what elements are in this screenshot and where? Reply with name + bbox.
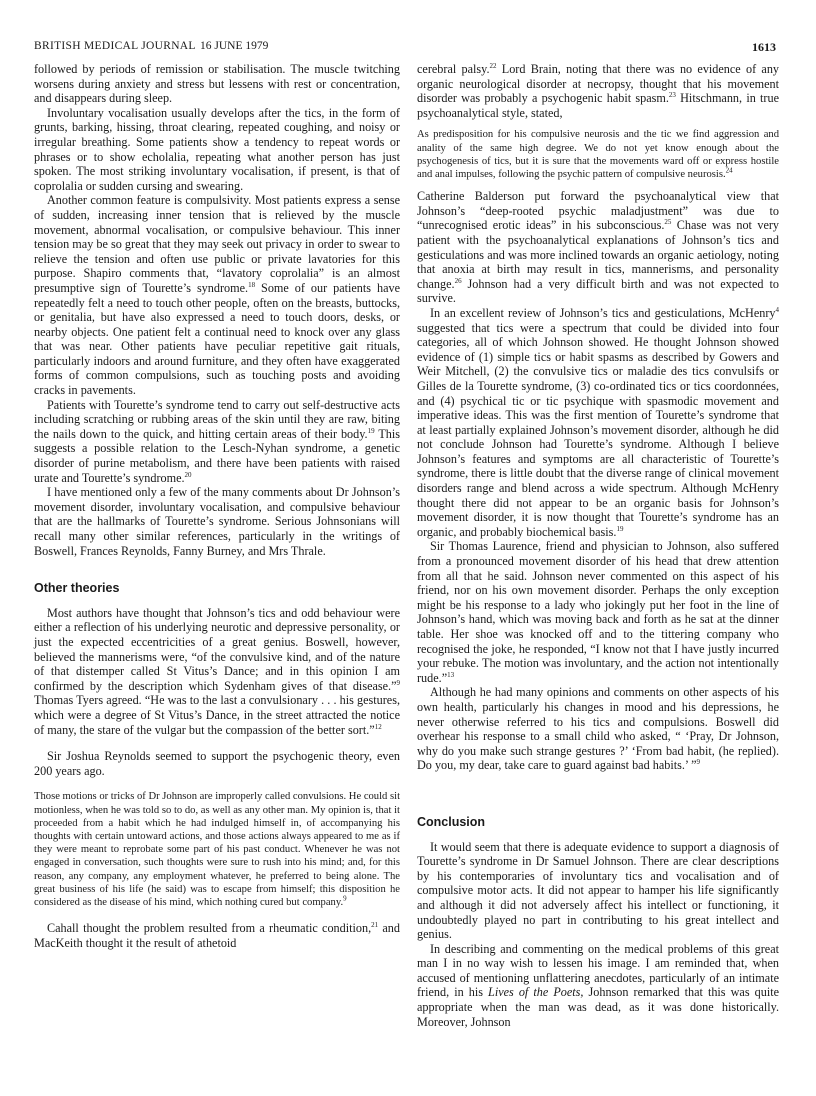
paragraph: I have mentioned only a few of the many comments about Dr Johnson’s movement disorder, involuntary vocalisation, and compulsive behaviour that are the hallmarks of Tourette’s syndrome. Serious Johnsonians will recall many other similar references, particularly in the writings of Boswell, Frances Reynolds, Fanny Burney, and Mrs Thrale. [34,485,400,558]
block-quote-reynolds: Those motions or tricks of Dr Johnson are improperly called convulsions. He could sit motionless, when he was told so to do, as well as any other man. My opinion is, that it proceeded from a habit which he had indulged himself in, of accompanying his thoughts with certain untoward actions, and those actions always appeared to me as if they were meant to reprobate some part of his past conduct. Whenever he was not engaged in conversation, such thoughts were sure to rush into his mind; and, for this reason, any company, any employment whatever, he preferred to being alone. The great business of his life (he said) was to escape from himself; this disposition he considered as the disease of his mind, which nothing cured but company.$^9$ [34,791,401,908]
paragraph: followed by periods of remission or stabilisation. The muscle twitching worsens during anxiety and stress but lessens with rest or concentration, and disappears during sleep. [34,62,400,106]
reference-marker: 9 [343,894,347,903]
paragraph: Involuntary vocalisation usually develops after the tics, in the form of grunts, barking, hissing, throat clearing, repeated coughing, and noisy or irregular breathing. Some patients show a tendency to repeat words or phrases or to show echolalia, repeating what another person has just spoken. The most striking involuntary vocalisation, if present, is that of coprolalia or sudden cursing and swearing. [34,105,400,193]
reference-marker: 26 [454,276,462,285]
reference-marker: 25 [664,218,672,227]
reference-marker: 4 [775,305,779,314]
reference-marker: 13 [447,670,455,679]
reference-marker: 9 [696,758,700,767]
section-heading-conclusion: Conclusion [417,814,486,829]
paragraph: cerebral palsy.$^{22}$ Lord Brain, noting that there was no evidence of any organic neurological disorder at necropsy, thought that his movement disorder was probably a psychogenic habit spasm.$^{23}$ Hitschmann, in true psychoanalytical style, stated, [417,61,780,120]
paragraph: Sir Joshua Reynolds seemed to support the psychogenic theory, even 200 years ago. [34,749,400,778]
paragraph: In an excellent review of Johnson’s tics and gesticulations, McHenry$^4$ suggested that tics were a spectrum that could be divided into four categories, all of which Johnson showed. He thought Johnson showed evidence of (1) simple tics or habit spasms as described by Gowers and Weir Mitchell, (2) the convulsive tics or maladie des tics convulsifs or Gilles de la Tourette syndrome, (3) co-ordinated tics or tics coordonnées, and (4) psychical tic or tic psychique with spasmodic movement and imperative ideas. This was the first mention of Tourette’s syndrome that at least partially explained Johnson’s movement disorder, although he did not conclude Johnson had Tourette’s syndrome. Although I believe Johnson’s features and symptoms are all characteristic of Tourette’s syndrome, there is little doubt that the diverse range of clinical movement disorders range and blend across a wide spectrum. Although McHenry thought there did not appear to be an organic basis for Johnson’s movement disorder, it is now thought that Tourette’s syndrome has an organic, and probably biochemical basis.$^{19}$ [417,305,779,539]
block-quote-hitschmann: As predisposition for his compulsive neurosis and the tic we find aggression and anality of the same high degree. We do not yet know enough about the psychogenesis of tics, but it is sure that the movements ward off or express hostile and anal impulses, following the psychic pattern of compulsive neurosis.$^{24}$ [417,129,779,180]
book-title: Lives of the Poets, [488,985,584,1000]
right-column [417,62,779,1029]
journal-name: BRITISH MEDICAL JOURNAL [34,40,196,52]
page-header [34,40,776,58]
reference-marker: 22 [489,61,497,70]
reference-marker: 12 [374,722,382,731]
reference-marker: 18 [248,280,256,289]
paragraph: It would seem that there is adequate evidence to support a diagnosis of Tourette’s syndrome in Dr Samuel Johnson. There are clear descriptions by his contemporaries of involuntary tics and vocalisation and of compulsive motor acts. It did not appear to hamper his life significantly and although it did not adversely affect his intellect or functioning, it undoubtedly played no part in contributing to his great intellect and genius. [417,839,779,942]
reference-marker: 9 [396,678,400,687]
reference-marker: 19 [367,426,375,435]
issue-date: 16 JUNE 1979 [200,40,269,52]
paragraph: Another common feature is compulsivity. Most patients express a sense of sudden, increasing inner tension that is relieved by the muscle movement, abnormal vocalisation, or compulsive behaviour. This inner tension may be so great that they may seek out privacy in order to swear to relieve the tension and often use public or private lavatories for this purpose. Shapiro comments that, “lavatory coprolalia” is an almost presumptive sign of Tourette’s syndrome.$^{18}$ Some of our patients have repeatedly felt a need to touch other people, often on the breasts, buttocks, or genitalia, but have also expressed a need to touch doors, desks, or nearby objects. One patient felt a continual need to knock over any glass that was near. Other patients have peculiar repetitive gait rituals, particularly indoors and around furniture, and they often have exaggerated forms of common compulsions, such as touching posts and avoiding cracks in pavements. [34,193,400,398]
paragraph: In describing and commenting on the medical problems of this great man I in no way wish to lessen his image. I am reminded that, when accused of mentioning unflattering anecdotes, particularly of an intimate friend, in his Lives of the Poets, Johnson remarked that this was quite appropriate when the man was dead, as it was done historically. Moreover, Johnson [417,941,779,1029]
paragraph: Although he had many opinions and comments on other aspects of his own health, particularly his changes in mood and his depressions, he never otherwise referred to his tics and compulsions. Boswell did overhear his response to a small child who asked, “ ‘Pray, Dr Johnson, why do you make such strange gestures ?’ ‘From bad habit, (he replied). Do you, my dear, take care to guard against bad habits.’ ”$^9$ [417,685,779,773]
left-column [34,62,400,950]
page-number: 1613 [752,40,776,54]
paragraph: Patients with Tourette’s syndrome tend to carry out self-destructive acts including scratching or rubbing areas of the skin until they are raw, biting the nails down to the quick, and hitting certain areas of their body.$^{19}$ This suggests a possible relation to the Lesch-Nyhan syndrome, a genetic disorder of purine metabolism, and there have been patients with raised urate and Tourette’s syndrome.$^{20}$ [34,397,401,485]
paragraph: Cahall thought the problem resulted from a rheumatic condition,$^{21}$ and MacKeith thought it the result of athetoid [34,921,400,950]
reference-marker: 20 [184,470,192,479]
reference-marker: 23 [668,91,676,100]
paragraph: Most authors have thought that Johnson’s tics and odd behaviour were either a reflection of his underlying neurotic and depressive personality, or just the expected eccentricities of a great genius. Boswell, however, believed the mannerisms were, “of the convulsive kind, and of the nature of that distemper called St Vitus’s Dance; and in this opinion I am confirmed by the description which Sydenham gives of that disease.”$^9$ Thomas Tyers agreed. “He was to the last a convulsionary . . . his gestures, which were a degree of St Vitus’s Dance, in the street attracted the notice of many, the stare of the vulgar but the compassion of the better sort.”$^{12}$ [34,605,400,737]
reference-marker: 21 [371,921,379,930]
reference-marker: 24 [725,166,733,175]
section-heading-other-theories: Other theories [34,581,120,596]
paragraph: Catherine Balderson put forward the psychoanalytical view that Johnson’s “deep-rooted psychic maladjustment” was due to “unrecognised erotic ideas” in his subconscious.$^{25}$ Chase was not very patient with the psychoanalytical explanations of Johnson’s tics and gesticulations and was more inclined towards an organic aetiology, noting that anoxia at birth may result in tics, mannerisms, and personality change.$^{26}$ Johnson had a very difficult birth and was not expected to survive. [417,189,780,306]
reference-marker: 19 [616,524,624,533]
paragraph: Sir Thomas Laurence, friend and physician to Johnson, also suffered from a pronounced movement disorder of his head that drew attention from all that he said. Johnson never commented on this aspect of his friend, nor on his own movement disorder. Perhaps the only exception might be his response to a lady who jokingly put her foot in the line of Johnson’s hand, which was moving back and forth as he sat at the dinner table. Her shoe was knocked off and to the tittering company who recognised the joke, he responded, “I know not that I have justly incurred your rebuke. The motion was involuntary, and the action not intentionally rude.”$^{13}$ [417,539,779,685]
